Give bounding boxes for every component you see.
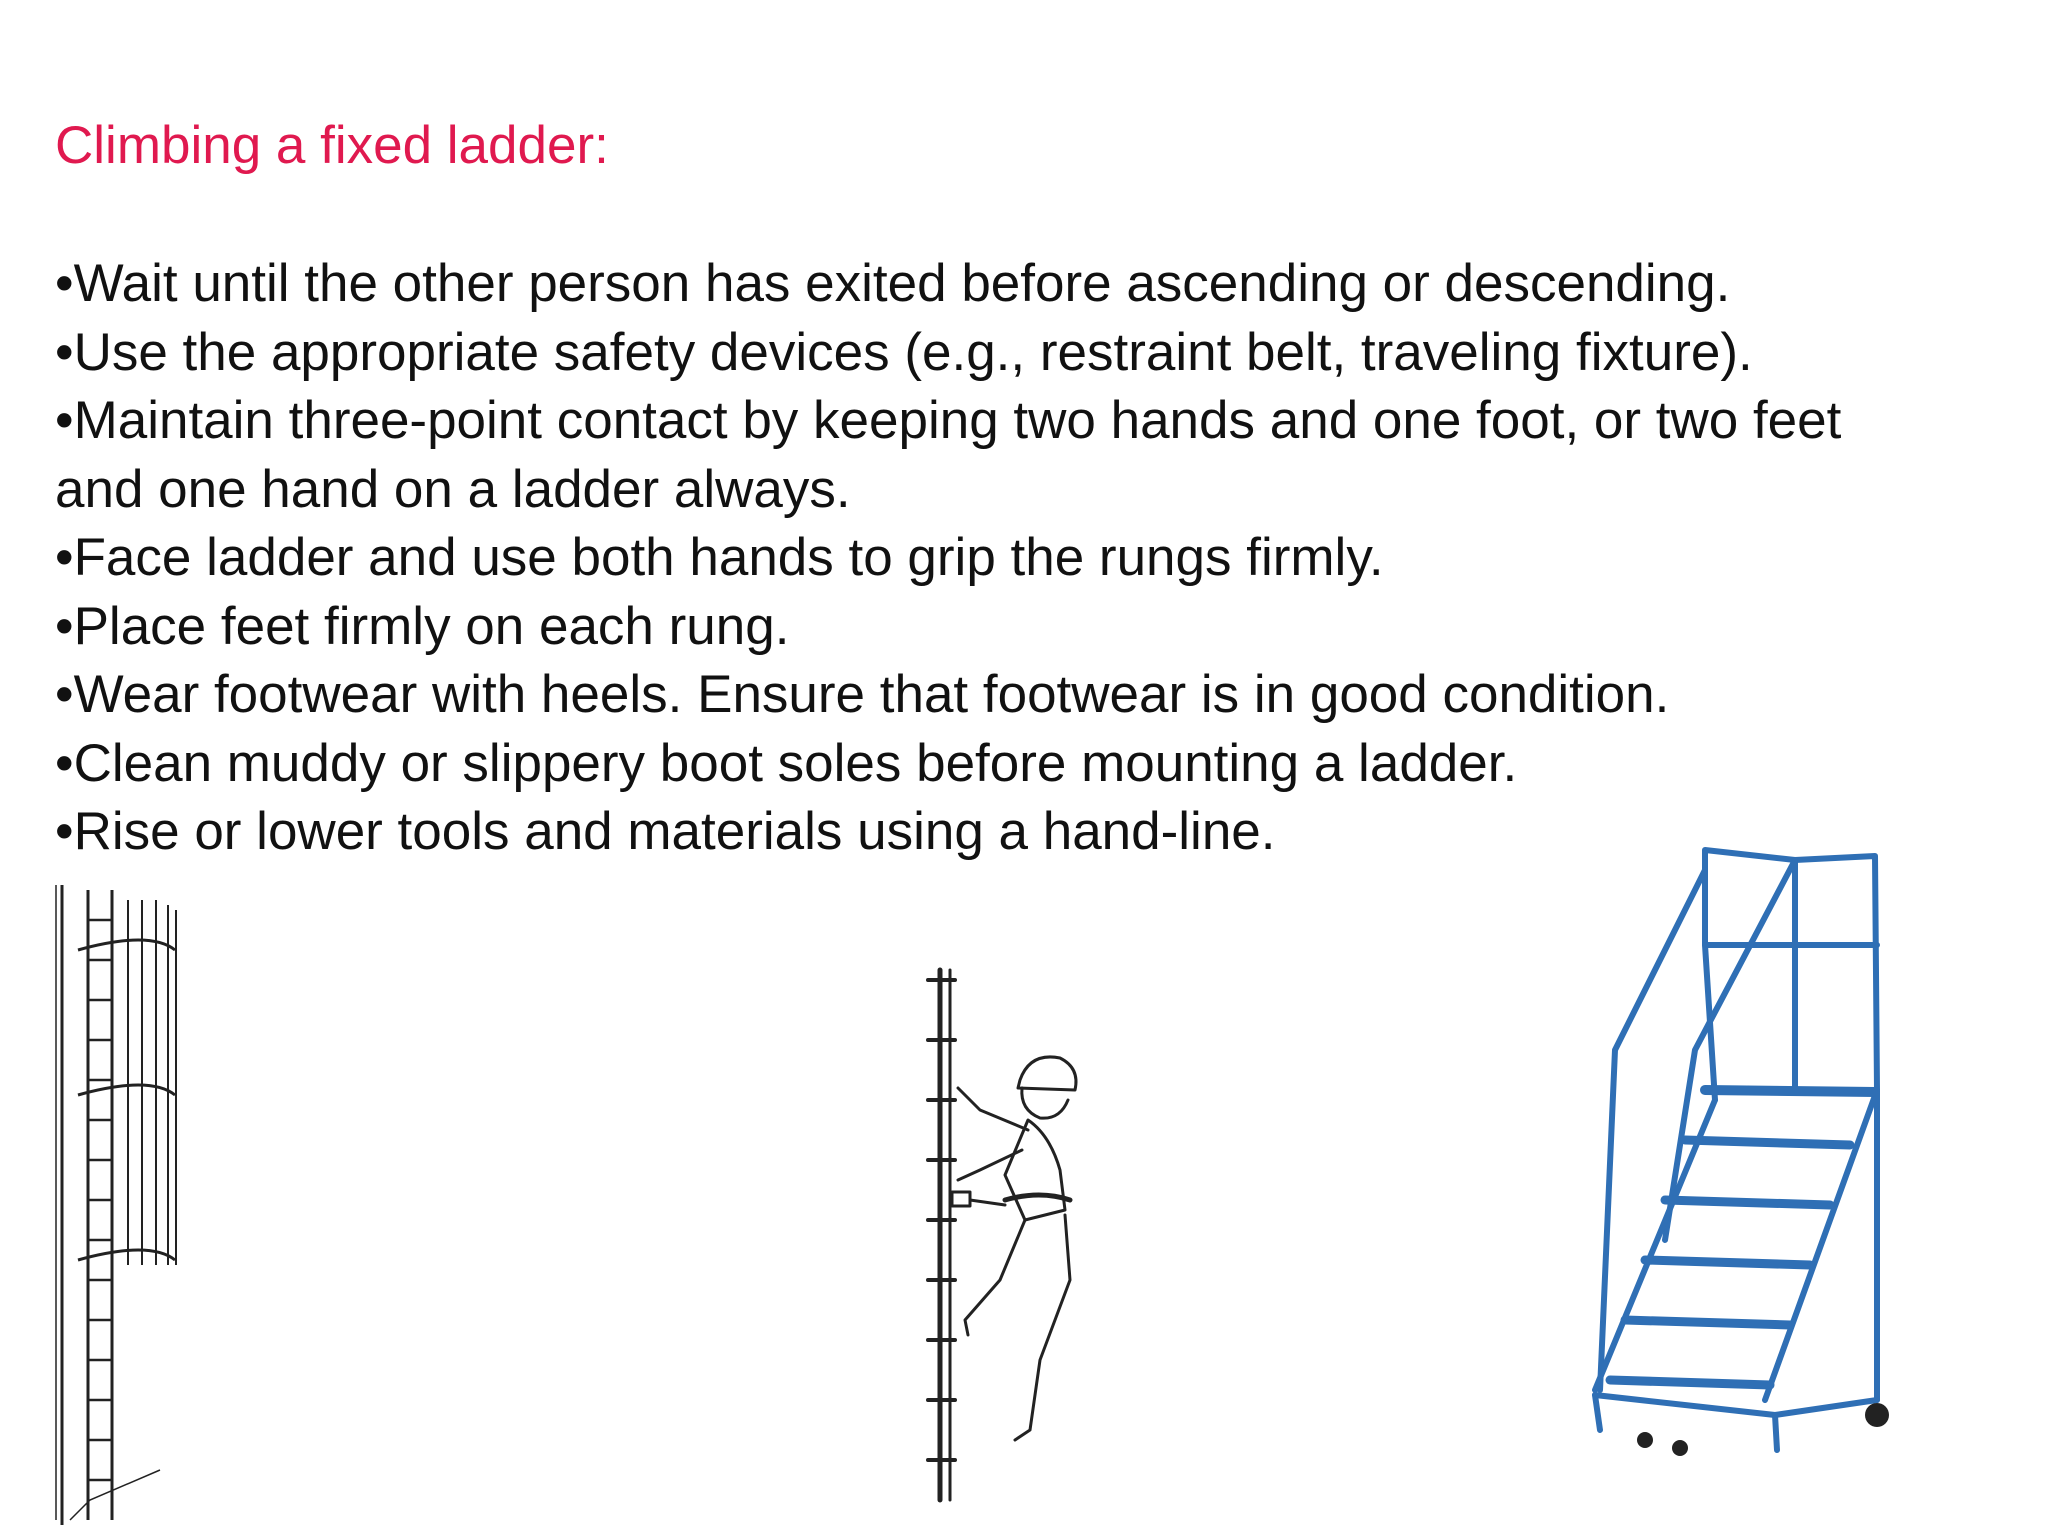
bullet-item xyxy=(55,730,1955,799)
caged-fixed-ladder-illustration xyxy=(50,880,190,1530)
bullet-marker: • xyxy=(55,733,74,793)
bullet-marker: • xyxy=(55,802,74,861)
bullet-marker: • xyxy=(55,528,74,587)
bullet-marker: • xyxy=(55,665,74,724)
bullet-text: Maintain three-point contact by keeping two hands and one foot, or two feet and one hand on a ladder always. xyxy=(55,391,1842,519)
bullet-text: Wait until the other person has exited before ascending or descending. xyxy=(73,254,1731,313)
rolling-ladder-drawing xyxy=(1555,840,1895,1480)
bullet-item xyxy=(55,593,1955,662)
bullet-text: Wear footwear with heels. Ensure that footwear is in good condition. xyxy=(73,665,1670,724)
bullet-marker: • xyxy=(55,254,74,313)
slide-title: Climbing a fixed ladder: xyxy=(55,116,609,175)
bullet-text: Use the appropriate safety devices (e.g., restraint belt, traveling fixture). xyxy=(73,322,1753,382)
worker-climbing-ladder-illustration xyxy=(910,960,1110,1510)
bullet-marker: • xyxy=(55,322,74,382)
wheel-icon xyxy=(1865,1403,1889,1427)
bullet-marker: • xyxy=(55,391,74,450)
bullet-item xyxy=(55,319,1955,388)
climber-drawing xyxy=(910,960,1110,1510)
bullet-item xyxy=(55,524,1955,593)
bullet-text: Rise or lower tools and materials using a hand-line. xyxy=(73,802,1276,861)
bullet-item xyxy=(55,387,1895,524)
bullet-list xyxy=(55,250,1995,867)
bullet-text: Face ladder and use both hands to grip the rungs firmly. xyxy=(73,528,1384,587)
bullet-text: Place feet firmly on each rung. xyxy=(73,596,790,656)
caged-ladder-drawing xyxy=(50,880,190,1530)
bullet-item xyxy=(55,250,1955,319)
wheel-icon xyxy=(1637,1432,1653,1448)
rolling-stair-ladder-illustration xyxy=(1555,840,1895,1480)
bullet-marker: • xyxy=(55,596,74,656)
wheel-icon xyxy=(1672,1440,1688,1456)
bullet-item xyxy=(55,661,1955,730)
bullet-text: Clean muddy or slippery boot soles before mounting a ladder. xyxy=(73,733,1518,793)
